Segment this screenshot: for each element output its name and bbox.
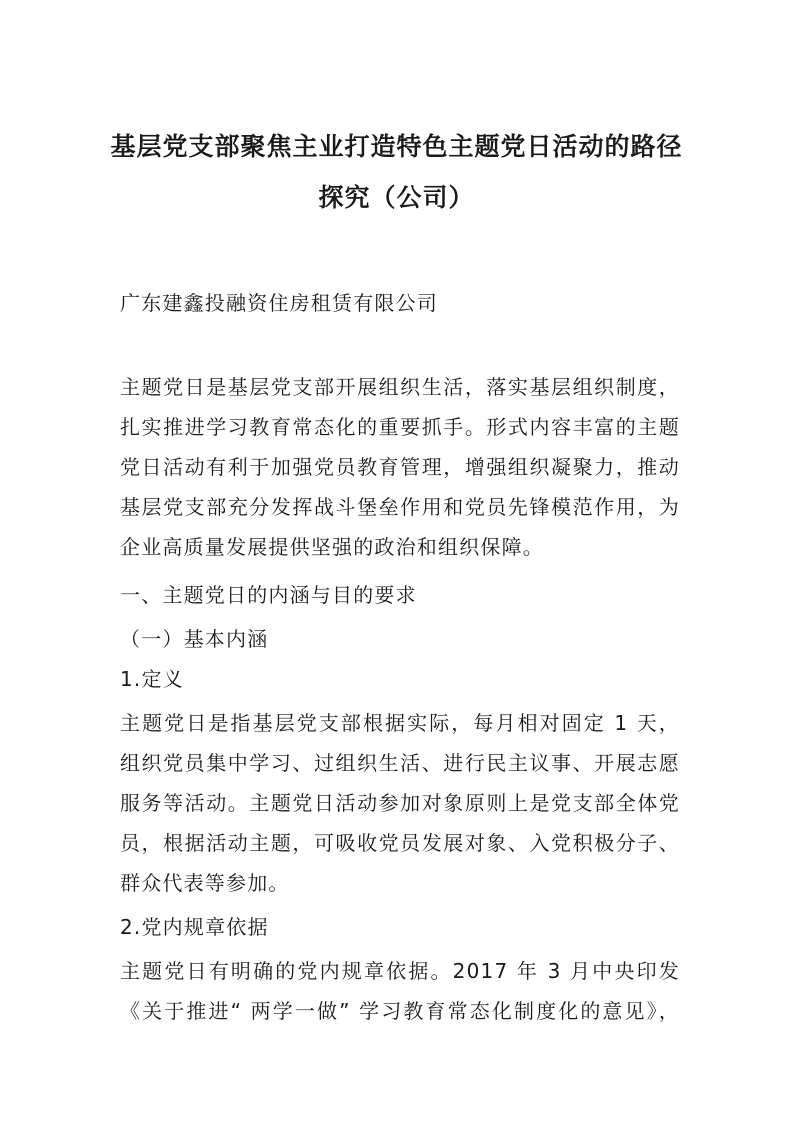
- item-1-line-4: 员，根据活动主题，可吸收党员发展对象、入党积极分子、: [120, 831, 680, 855]
- item-1-line-1: 主题党日是指基层党支部根据实际，每月相对固定 1 天，: [120, 711, 680, 735]
- item-1-heading: 1.定义: [120, 667, 184, 691]
- item-1-line-2: 组织党员集中学习、过组织生活、进行民主议事、开展志愿: [120, 751, 680, 775]
- item-1-line-3: 服务等活动。主题党日活动参加对象原则上是党支部全体党: [120, 791, 680, 815]
- document-title-line-1: 基层党支部聚焦主业打造特色主题党日活动的路径: [110, 132, 683, 161]
- subsection-1-heading: （一）基本内涵: [120, 627, 269, 651]
- item-1-line-5: 群众代表等参加。: [120, 871, 290, 895]
- item-2-heading: 2.党内规章依据: [120, 915, 269, 939]
- intro-line-5: 企业高质量发展提供坚强的政治和组织保障。: [120, 535, 544, 559]
- company-name: 广东建鑫投融资住房租赁有限公司: [120, 291, 438, 315]
- document-title-line-2: 探究（公司）: [318, 183, 475, 212]
- item-2-line-1: 主题党日有明确的党内规章依据。2017 年 3 月中央印发: [120, 959, 680, 983]
- intro-line-1: 主题党日是基层党支部开展组织生活，落实基层组织制度，: [120, 375, 680, 399]
- intro-line-2: 扎实推进学习教育常态化的重要抓手。形式内容丰富的主题: [120, 415, 680, 439]
- item-2-line-2: 《关于推进“ 两学一做” 学习教育常态化制度化的意见》，: [120, 999, 680, 1023]
- section-1-heading: 一、主题党日的内涵与目的要求: [120, 583, 417, 607]
- intro-line-4: 基层党支部充分发挥战斗堡垒作用和党员先锋模范作用，为: [120, 495, 680, 519]
- intro-line-3: 党日活动有利于加强党员教育管理，增强组织凝聚力，推动: [120, 455, 680, 479]
